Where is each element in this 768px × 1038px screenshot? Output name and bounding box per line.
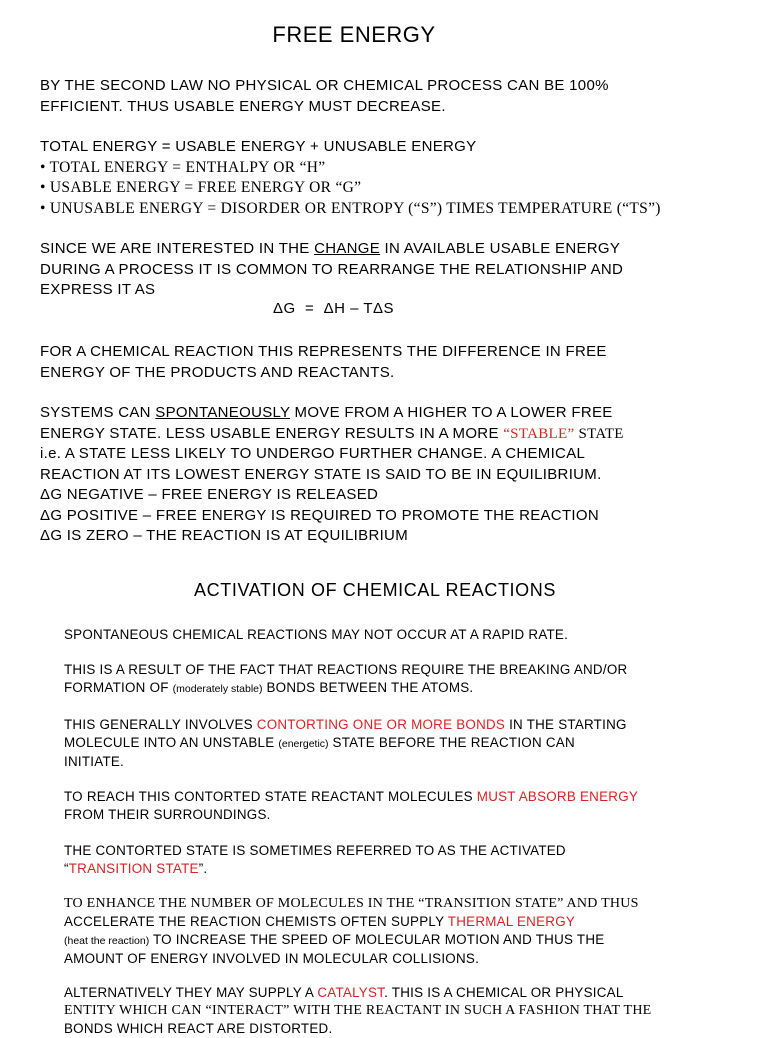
text-line: INITIATE.	[64, 754, 125, 769]
text-line: DURING A PROCESS IT IS COMMON TO REARRANGE THE RELATIONSHIP AND	[40, 260, 624, 278]
text-line: ENTITY WHICH CAN “INTERACT” WITH THE REACTANT IN SUCH A FASHION THAT THE	[64, 1003, 652, 1018]
text-line	[64, 716, 744, 734]
change-paragraph	[40, 239, 760, 301]
text-line: ΔG NEGATIVE – FREE ENERGY IS RELEASED	[40, 486, 379, 503]
second-law-paragraph	[40, 76, 760, 117]
text-segment: SYSTEMS CAN	[40, 404, 156, 421]
text-segment: MOVE FROM A HIGHER TO A LOWER FREE	[290, 404, 613, 421]
text-segment: “	[64, 861, 69, 876]
text-line	[64, 788, 744, 806]
page-title: FREE ENERGY	[272, 22, 436, 47]
highlighted-term: “STABLE”	[503, 425, 575, 442]
text-line: REACTION AT ITS LOWEST ENERGY STATE IS SAID TO BE IN EQUILIBRIUM.	[40, 465, 602, 483]
text-line: ΔG POSITIVE – FREE ENERGY IS REQUIRED TO PROMOTE THE REACTION	[40, 506, 599, 524]
underlined-term: SPONTANEOUSLY	[155, 404, 291, 421]
bonds-paragraph	[64, 661, 744, 698]
text-segment: THIS GENERALLY INVOLVES	[64, 717, 257, 732]
text-line: SPONTANEOUS CHEMICAL REACTIONS MAY NOT OCCUR AT A RAPID RATE.	[64, 627, 569, 642]
section-heading: ACTIVATION OF CHEMICAL REACTIONS	[194, 580, 556, 600]
text-segment: SINCE WE ARE INTERESTED IN THE	[40, 240, 315, 257]
text-line: TO ENHANCE THE NUMBER OF MOLECULES IN THE “TRANSITION STATE” AND THUS	[64, 896, 639, 911]
text-segment: FORMATION OF	[64, 680, 173, 695]
text-line	[64, 984, 744, 1002]
bullet-item: • TOTAL ENERGY = ENTHALPY OR “H”	[40, 158, 326, 176]
bullet-item: • USABLE ENERGY = FREE ENERGY OR “G”	[40, 179, 362, 196]
thermal-energy-paragraph	[64, 895, 744, 968]
products-reactants-paragraph	[40, 342, 760, 383]
text-line: TOTAL ENERGY = USABLE ENERGY + UNUSABLE ENERGY	[40, 138, 477, 155]
text-segment: MOLECULE INTO AN UNSTABLE	[64, 735, 279, 750]
text-segment: STATE	[574, 425, 624, 442]
contorting-paragraph	[64, 716, 744, 771]
small-note: (energetic)	[278, 738, 329, 750]
text-line: THIS IS A RESULT OF THE FACT THAT REACTIONS REQUIRE THE BREAKING AND/OR	[64, 662, 628, 677]
text-segment: ALTERNATIVELY THEY MAY SUPPLY A	[64, 985, 318, 1000]
text-line	[40, 239, 760, 260]
text-segment: STATE BEFORE THE REACTION CAN	[328, 735, 575, 750]
text-line: FROM THEIR SURROUNDINGS.	[64, 807, 271, 822]
highlighted-term: CONTORTING ONE OR MORE BONDS	[256, 717, 506, 732]
text-line: BY THE SECOND LAW NO PHYSICAL OR CHEMICAL PROCESS CAN BE 100%	[40, 77, 609, 94]
text-segment: ACCELERATE THE REACTION CHEMISTS OFTEN SUPPLY	[64, 914, 448, 929]
text-segment: TO REACH THIS CONTORTED STATE REACTANT MOLECULES	[64, 789, 477, 804]
text-segment: IN AVAILABLE USABLE ENERGY	[380, 240, 621, 257]
text-line	[64, 734, 744, 753]
highlighted-term: TRANSITION STATE	[68, 861, 199, 876]
text-line: THE CONTORTED STATE IS SOMETIMES REFERRED TO AS THE ACTIVATED	[64, 843, 566, 858]
text-line	[40, 403, 760, 424]
text-line: FOR A CHEMICAL REACTION THIS REPRESENTS THE DIFFERENCE IN FREE	[40, 343, 607, 360]
small-note: (heat the reaction)	[64, 935, 150, 947]
text-line: EFFICIENT. THUS USABLE ENERGY MUST DECREASE.	[40, 97, 446, 115]
free-energy-equation: ΔG = ΔH – TΔS	[273, 300, 395, 317]
text-line: i.e. A STATE LESS LIKELY TO UNDERGO FURTHER CHANGE. A CHEMICAL	[40, 445, 586, 462]
transition-state-paragraph	[64, 842, 744, 878]
highlighted-term: MUST ABSORB ENERGY	[476, 789, 639, 804]
underlined-term: CHANGE	[314, 240, 381, 257]
small-note: (moderately stable)	[172, 683, 263, 695]
text-line	[64, 860, 744, 878]
highlighted-term: THERMAL ENERGY	[447, 914, 576, 929]
text-line: ENERGY OF THE PRODUCTS AND REACTANTS.	[40, 363, 395, 381]
catalyst-paragraph	[64, 984, 744, 1038]
text-segment: ENERGY STATE. LESS USABLE ENERGY RESULTS IN A MORE	[40, 424, 504, 442]
bullet-item: • UNUSABLE ENERGY = DISORDER OR ENTROPY (“S”) TIMES TEMPERATURE (“TS”)	[40, 199, 661, 217]
text-line	[64, 913, 744, 931]
total-energy-paragraph	[40, 137, 760, 219]
text-segment: ”.	[198, 861, 208, 876]
highlighted-term: CATALYST	[317, 985, 385, 1000]
spontaneous-paragraph	[40, 403, 760, 547]
text-segment: TO INCREASE THE SPEED OF MOLECULAR MOTION AND THUS THE	[149, 932, 605, 947]
text-line: BONDS WHICH REACT ARE DISTORTED.	[64, 1021, 333, 1036]
text-segment: IN THE STARTING	[505, 717, 627, 732]
text-line: ΔG IS ZERO – THE REACTION IS AT EQUILIBRIUM	[40, 527, 408, 544]
text-line: AMOUNT OF ENERGY INVOLVED IN MOLECULAR COLLISIONS.	[64, 951, 480, 966]
text-line: EXPRESS IT AS	[40, 281, 156, 298]
rate-paragraph	[64, 626, 744, 644]
text-line	[64, 679, 744, 698]
absorb-energy-paragraph	[64, 788, 744, 824]
text-line	[40, 424, 760, 445]
text-segment: BONDS BETWEEN THE ATOMS.	[262, 680, 474, 695]
text-segment: . THIS IS A CHEMICAL OR PHYSICAL	[384, 985, 624, 1000]
text-line	[64, 931, 744, 950]
